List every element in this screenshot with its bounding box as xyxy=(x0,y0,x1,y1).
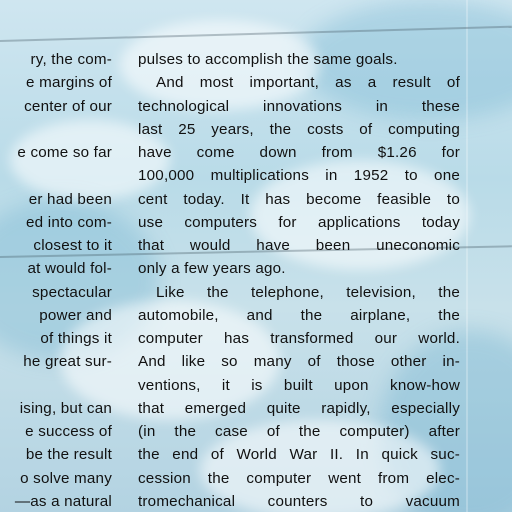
text-line xyxy=(0,164,112,187)
text-line: automobile, and the airplane, the xyxy=(138,306,460,324)
text-line: o solve many xyxy=(20,469,112,487)
text-line: Like the telephone, television, the xyxy=(156,283,460,301)
text-line: e margins of xyxy=(26,74,112,92)
text-line: er had been xyxy=(28,190,112,208)
text-line: have come down from $1.26 for xyxy=(138,144,460,161)
text-line: last 25 years, the costs of computing xyxy=(138,120,460,138)
text-line: the end of World War II. In quick suc- xyxy=(138,446,460,464)
text-line: cent today. It has become feasible to xyxy=(138,190,460,208)
text-line: And like so many of those other in- xyxy=(138,353,460,371)
text-line: 100,000 multiplications in 1952 to one xyxy=(138,167,460,185)
text-line: he great sur- xyxy=(23,353,112,371)
text-line: ry, the com- xyxy=(30,51,112,68)
text-line: And most important, as a result of xyxy=(156,74,460,92)
text-line xyxy=(0,118,112,141)
right-text-column xyxy=(138,48,460,512)
text-line: computer has transformed our world. xyxy=(138,330,460,347)
text-line: e come so far xyxy=(17,144,112,161)
text-line: ed into com- xyxy=(26,213,112,231)
left-text-column xyxy=(0,48,112,512)
text-line: spectacular xyxy=(32,283,112,301)
text-line: —as a natural xyxy=(14,492,112,510)
text-line: technological innovations in these xyxy=(138,97,460,115)
text-line: (in the case of the computer) after xyxy=(138,423,460,440)
text-line: closest to it xyxy=(33,237,112,254)
text-line: be the result xyxy=(25,446,112,464)
text-line: of things it xyxy=(40,330,112,347)
text-line: at would fol- xyxy=(27,260,112,278)
text-line: e success of xyxy=(25,423,112,440)
text-line: pulses to accomplish the same goals. xyxy=(138,51,398,68)
text-line: that would have been uneconomic xyxy=(138,237,460,254)
text-line: that emerged quite rapidly, especially xyxy=(138,399,460,417)
text-line: ising, but can xyxy=(19,399,112,417)
text-line: only a few years ago. xyxy=(138,260,286,278)
page-edge xyxy=(466,0,468,512)
text-line: ventions, it is built upon know-how xyxy=(138,376,460,394)
text-line xyxy=(0,374,112,397)
text-line: power and xyxy=(39,306,112,324)
text-line: center of our xyxy=(24,97,112,115)
text-line: use computers for applications today xyxy=(138,213,460,231)
text-line: cession the computer went from elec- xyxy=(138,469,460,487)
text-line: tromechanical counters to vacuum xyxy=(138,492,460,510)
